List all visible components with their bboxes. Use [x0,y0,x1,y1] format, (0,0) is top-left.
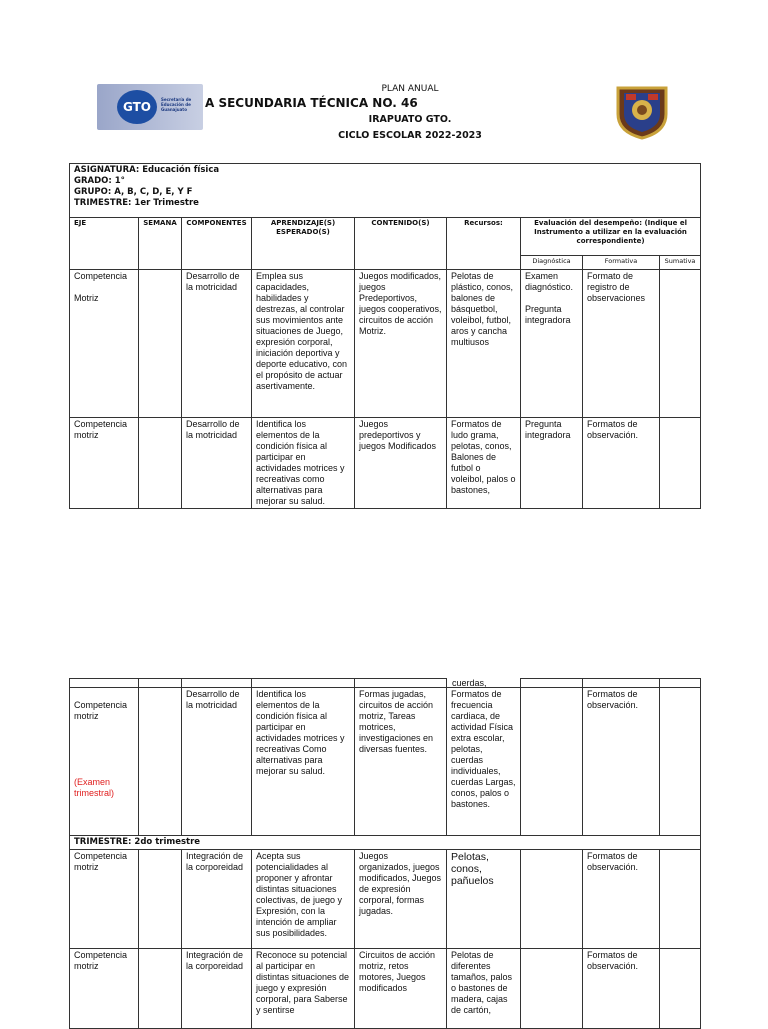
plan-table-2 [69,678,701,1029]
eje-text: Motriz [74,293,99,303]
aprendizaje-cell: Identifica los elementos de la condición física al participar en actividades motrices y recreativas como alternativas para mejorar su salud. [252,418,355,509]
contenido-cell: Circuitos de acción motriz, retos motores, Juegos modificados [355,949,447,1029]
sumativa-cell [660,418,701,509]
contenido-cell: Formas jugadas, circuitos de acción motriz, Tareas motrices, investigaciones en diversas fuentes. [355,688,447,836]
trimestre-2: TRIMESTRE: 2do trimestre [70,836,701,850]
col-eje: EJE [70,218,139,270]
recursos-cell: Pelotas de plástico, conos, balones de básquetbol, voleibol, futbol, aros y cancha multiusos [447,270,521,418]
grupo: GRUPO: A, B, C, D, E, Y F [74,187,193,197]
diagnostica-cell [521,688,583,836]
contenido-cell: Juegos modificados, juegos Predeportivos, juegos cooperativos, circuitos de acción Motriz. [355,270,447,418]
formativa-cell: Formato de registro de observaciones [583,270,660,418]
grado: GRADO: 1° [74,176,125,186]
table-row [70,688,701,836]
contenido-cell: Juegos predeportivos y juegos Modificados [355,418,447,509]
eje-cell: Competencia motriz [70,949,139,1029]
eje-cell: Competencia motriz [70,418,139,509]
exam-note: (Examen trimestral) [74,777,114,798]
recursos-cell: Pelotas, conos, pañuelos [447,850,521,949]
formativa-cell: Formatos de observación. [583,418,660,509]
plan-table-1 [69,163,701,509]
col-diagnostica: Diagnóstica [521,256,583,270]
course-info [70,164,701,218]
aprendizaje-cell: Identifica los elementos de la condición física al participar en actividades motrices y recreativas Como alternativas para mejorar su salud. [252,688,355,836]
trimestre-1: TRIMESTRE: 1er Trimestre [74,198,199,208]
school-name: A SECUNDARIA TÉCNICA NO. 46 [205,96,418,110]
col-formativa: Formativa [583,256,660,270]
sumativa-cell [660,688,701,836]
table-row [70,270,701,418]
col-evaluacion: Evaluación del desempeño: (Indique el Instrumento a utilizar en la evaluación correspondiente) [521,218,701,256]
city: IRAPUATO GTO. [368,114,452,125]
componente-cell: Desarrollo de la motricidad [182,418,252,509]
table-row [70,850,701,949]
col-componentes: COMPONENTES [182,218,252,270]
formativa-cell: Formatos de observación. [583,688,660,836]
semana-cell [139,949,182,1029]
semana-cell [139,688,182,836]
eje-cell: Competencia motriz [70,850,139,949]
table-row [70,679,701,688]
plan-title: PLAN ANUAL [381,84,439,94]
formativa-cell: Formatos de observación. [583,949,660,1029]
table-row [70,949,701,1029]
col-semana: SEMANA [139,218,182,270]
logo-left [97,84,203,130]
componente-cell: Integración de la corporeidad [182,949,252,1029]
recursos-cell: Formatos de frecuencia cardiaca, de actividad Física extra escolar, pelotas, cuerdas individuales, cuerdas Largas, conos, palos o bastones. [447,688,521,836]
col-recursos: Recursos: [447,218,521,270]
school-cycle: CICLO ESCOLAR 2022-2023 [338,130,482,141]
col-sumativa: Sumativa [660,256,701,270]
asignatura: ASIGNATURA: Educación física [74,165,220,175]
col-contenidos: CONTENIDO(S) [355,218,447,270]
sumativa-cell [660,850,701,949]
contenido-cell: Juegos organizados, juegos modificados, Juegos de expresión corporal, formas jugadas. [355,850,447,949]
sumativa-cell [660,270,701,418]
componente-cell: Desarrollo de la motricidad [182,688,252,836]
eje-text: Competencia motriz [74,700,128,721]
table-row [70,418,701,509]
recursos-cell: Pelotas de diferentes tamaños, palos o bastones de madera, cajas de cartón, [447,949,521,1029]
recursos-cell: Formatos de ludo grama, pelotas, conos, Balones de futbol o voleibol, palos o bastones, [447,418,521,509]
col-aprendizajes: APRENDIZAJE(S) ESPERADO(S) [252,218,355,270]
aprendizaje-cell: Acepta sus potencialidades al proponer y afrontar distintas situaciones colectivas, de juego y Expresión, con la intención de ampliar sus posibilidades. [252,850,355,949]
overflow-text: cuerdas, [452,678,487,688]
semana-cell [139,418,182,509]
sumativa-cell [660,949,701,1029]
aprendizaje-cell: Emplea sus capacidades, habilidades y destrezas, al controlar sus movimientos ante situaciones de Juego, expresión corporal, iniciación deportiva y deporte educativo, con el propósito de actuar asertivamente. [252,270,355,418]
eje-text: Competencia [74,271,128,281]
componente-cell: Integración de la corporeidad [182,850,252,949]
formativa-cell: Formatos de observación. [583,850,660,949]
componente-cell: Desarrollo de la motricidad [182,270,252,418]
diagnostica-text: Pregunta integradora [525,304,571,325]
diagnostica-cell: Pregunta integradora [521,418,583,509]
aprendizaje-cell: Reconoce su potencial al participar en distintas situaciones de juego y expresión corporal, para Saberse y sentirse [252,949,355,1029]
gto-logo-badge: GTO [117,90,157,124]
diagnostica-text: Examen diagnóstico. [525,271,574,292]
gto-logo-caption: Secretaría de Educación de Guanajuato [161,97,192,112]
school-emblem [612,84,672,140]
diagnostica-cell [521,850,583,949]
semana-cell [139,270,182,418]
semana-cell [139,850,182,949]
diagnostica-cell [521,949,583,1029]
